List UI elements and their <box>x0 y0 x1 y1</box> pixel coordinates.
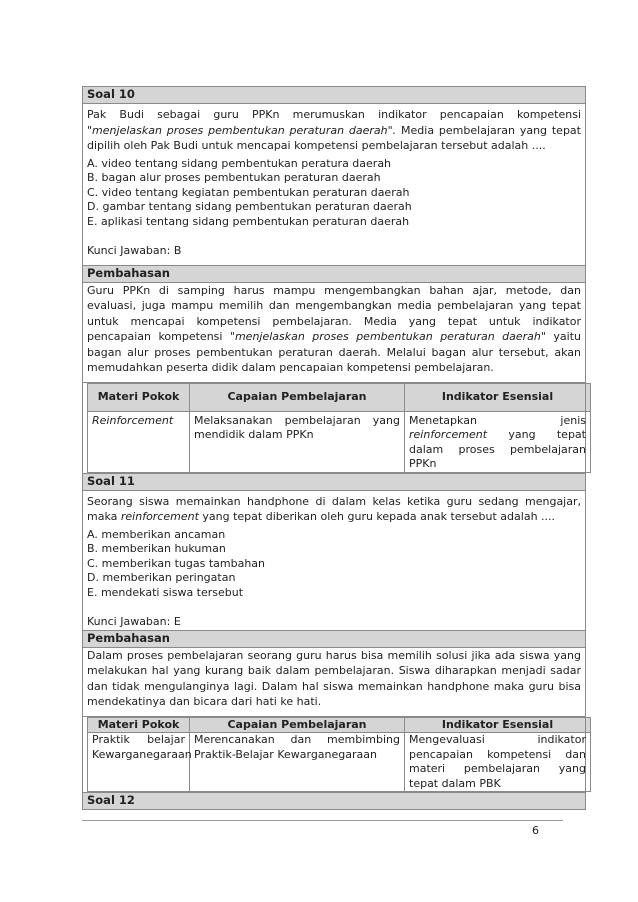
soal-12-header: Soal 12 <box>83 793 586 810</box>
indikator-value: Mengevaluasi indikator pencapaian kompetensi dan materi pembelajaran yang tepat dalam PBK <box>405 733 591 792</box>
option-e: E. aplikasi tentang sidang pembentukan peraturan daerah <box>87 214 410 228</box>
col-capaian: Capaian Pembelajaran <box>190 717 405 733</box>
soal-11-body <box>83 490 586 630</box>
soal-10-options <box>87 157 581 230</box>
option-d: D. memberikan peringatan <box>87 571 236 584</box>
soal-10-answer: Kunci Jawaban: B <box>87 244 182 257</box>
soal-11-kisi-table <box>87 717 591 793</box>
col-indikator: Indikator Esensial <box>405 717 591 733</box>
option-d: D. gambar tentang sidang pembentukan peraturan daerah <box>87 200 412 213</box>
col-indikator: Indikator Esensial <box>405 383 591 411</box>
option-c: C. video tentang kegiatan pembentukan peraturan daerah <box>87 185 410 199</box>
soal-11-pembahasan: Dalam proses pembelajaran seorang guru harus bisa memilih solusi jika ada siswa yang melakukan hal yang kurang baik dalam pembelajaran. Siswa diharapkan menjadi sadar dan tidak mengulanginya lagi. Dalam hal siswa memainkan handphone maka guru bisa mendekatinya dan bicara dari hati ke hati. <box>83 647 586 716</box>
capaian-value: Melaksanakan pembelajaran yang mendidik dalam PPKn <box>190 411 405 472</box>
option-a: A. memberikan ancaman <box>87 527 226 541</box>
document-page <box>82 86 585 810</box>
soal-10-kisi-table-cell <box>83 382 586 473</box>
option-e: E. mendekati siswa tersebut <box>87 585 244 599</box>
soal-10-body <box>83 104 586 266</box>
soal-11-pembahasan-header: Pembahasan <box>83 630 586 647</box>
capaian-value: Merencanakan dan membimbing Praktik-Belajar Kewarganegaraan <box>190 733 405 792</box>
footer-divider <box>82 820 563 821</box>
option-c: C. memberikan tugas tambahan <box>87 556 265 570</box>
soal-11-options <box>87 528 581 601</box>
indikator-value: Menetapkan jenis reinforcement yang tepat dalam proses pembelajaran PPKn <box>405 411 591 472</box>
col-materi-pokok: Materi Pokok <box>88 717 190 733</box>
questions-table <box>82 86 586 810</box>
materi-pokok-value: Praktik belajar Kewarganegaraan <box>88 733 190 792</box>
soal-10-header: Soal 10 <box>83 87 586 104</box>
soal-10-kisi-table <box>87 383 591 473</box>
soal-10-pembahasan: Guru PPKn di samping harus mampu mengembangkan bahan ajar, metode, dan evaluasi, juga mampu memilih dan mengembangkan media pembelajaran yang tepat untuk mencapai kompetensi pembelajaran. Media yang tepat untuk indikator pencapaian kompetensi "menjelaskan proses pembentukan peraturan daerah" yaitu bagan alur proses pembentukan peraturan daerah. Melalui bagan alur tersebut, akan memudahkan peserta didik dalam pencapaian kompetensi pembelajaran. <box>83 282 586 382</box>
soal-11-answer: Kunci Jawaban: E <box>87 615 181 628</box>
soal-11-question: Seorang siswa memainkan handphone di dalam kelas ketika guru sedang mengajar, maka reinforcement yang tepat diberikan oleh guru kepada anak tersebut adalah .... <box>87 494 581 523</box>
soal-11-kisi-table-cell <box>83 716 586 793</box>
soal-10-question: Pak Budi sebagai guru PPKn merumuskan indikator pencapaian kompetensi "menjelaskan proses pembentukan peraturan daerah". Media pembelajaran yang tepat dipilih oleh Pak Budi untuk mencapai kompetensi pembelajaran tersebut adalah .... <box>87 108 581 152</box>
option-a: A. video tentang sidang pembentukan peratura daerah <box>87 156 392 170</box>
col-capaian: Capaian Pembelajaran <box>190 383 405 411</box>
col-materi-pokok: Materi Pokok <box>88 383 190 411</box>
soal-10-pembahasan-header: Pembahasan <box>83 265 586 282</box>
option-b: B. memberikan hukuman <box>87 542 226 555</box>
option-b: B. bagan alur proses pembentukan peraturan daerah <box>87 171 381 184</box>
soal-11-header: Soal 11 <box>83 473 586 490</box>
materi-pokok-value: Reinforcement <box>88 411 190 472</box>
page-number: 6 <box>532 824 539 837</box>
